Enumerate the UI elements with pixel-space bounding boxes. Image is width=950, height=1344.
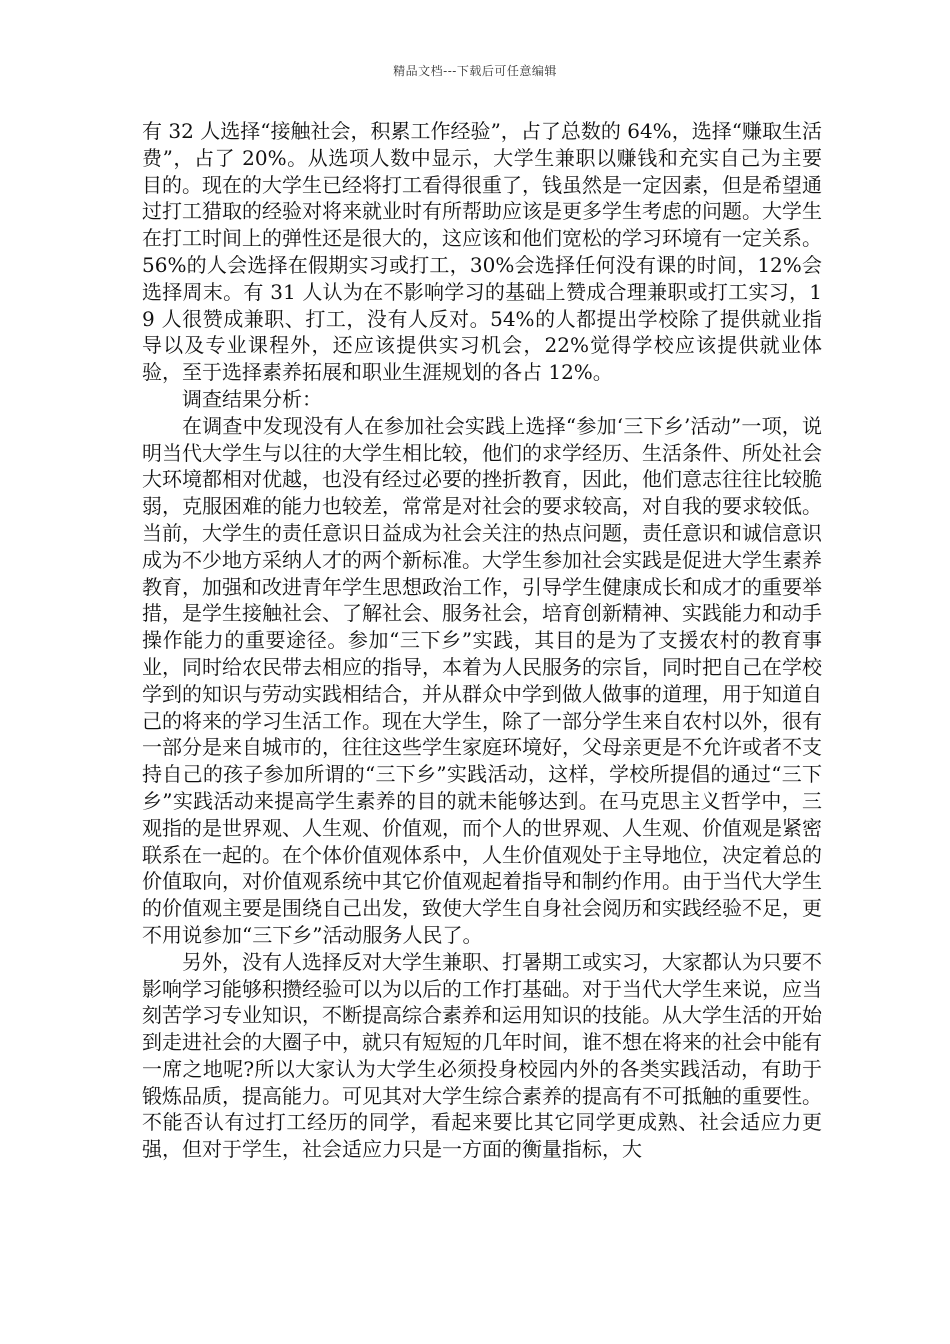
document-body	[142, 118, 822, 1163]
paragraph-analysis-part-time: 另外，没有人选择反对大学生兼职、打暑期工或实习，大家都认为只要不影响学习能够积攒经验可以为以后的工作打基础。对于当代大学生来说，应当刻苦学习专业知识，不断提高综合素养和运用知识的技能。从大学生活的开始到走进社会的大圈子中，就只有短短的几年时间，谁不想在将来的社会中能有一席之地呢?所以大家认为大学生必须投身校园内外的各类实践活动，有助于锻炼品质，提高能力。可见其对大学生综合素养的提高有不可抵触的重要性。不能否认有过打工经历的同学，看起来要比其它同学更成熟、社会适应力更强，但对于学生，社会适应力只是一方面的衡量指标，大	[142, 949, 822, 1162]
page-header: 精品文档---下载后可任意编辑	[393, 64, 557, 78]
paragraph-analysis-heading: 调查结果分析：	[182, 386, 322, 411]
paragraph-survey-results: 有 32 人选择“接触社会，积累工作经验”，占了总数的 64%，选择“赚取生活费”，占了 20%。从选项人数中显示，大学生兼职以赚钱和充实自己为主要目的。现在的大学生已经将打工看得很重了，钱虽然是一定因素，但是希望通过打工猎取的经验对将来就业时有所帮助应该是更多学生考虑的问题。大学生在打工时间上的弹性还是很大的，这应该和他们宽松的学习环境有一定关系。56%的人会选择在假期实习或打工，30%会选择任何没有课的时间，12%会选择周末。有 31 人认为在不影响学习的基础上赞成合理兼职或打工实习，19 人很赞成兼职、打工，没有人反对。54%的人都提出学校除了提供就业指导以及专业课程外，还应该提供实习机会，22%觉得学校应该提供就业体验，至于选择素养拓展和职业生涯规划的各占 12%。	[142, 119, 822, 385]
paragraph-analysis-sanxiaxiang: 在调查中发现没有人在参加社会实践上选择“参加‘三下乡’活动”一项，说明当代大学生与以往的大学生相比较，他们的求学经历、生活条件、所处社会大环境都相对优越，也没有经过必要的挫折教育，因此，他们意志往往比较脆弱，克服困难的能力也较差，常常是对社会的要求较高，对自我的要求较低。当前，大学生的责任意识日益成为社会关注的热点问题，责任意识和诚信意识成为不少地方采纳人才的两个新标准。大学生参加社会实践是促进大学生素养教育，加强和改进青年学生思想政治工作，引导学生健康成长和成才的重要举措，是学生接触社会、了解社会、服务社会，培育创新精神、实践能力和动手操作能力的重要途径。参加“三下乡”实践，其目的是为了支援农村的教育事业，同时给农民带去相应的指导，本着为人民服务的宗旨，同时把自己在学校学到的知识与劳动实践相结合，并从群众中学到做人做事的道理，用于知道自己的将来的学习生活工作。现在大学生，除了一部分学生来自农村以外，很有一部分是来自城市的，往往这些学生家庭环境好，父母亲更是不允许或者不支持自己的孩子参加所谓的“三下乡”实践活动，这样，学校所提倡的通过“三下乡”实践活动来提高学生素养的目的就未能够达到。在马克思主义哲学中，三观指的是世界观、人生观、价值观，而个人的世界观、人生观、价值观是紧密联系在一起的。在个体价值观体系中，人生价值观处于主导地位，决定着总的价值取向，对价值观系统中其它价值观起着指导和制约作用。由于当代大学生的价值观主要是围绕自己出发，致使大学生自身社会阅历和实践经验不足，更不用说参加“三下乡”活动服务人民了。	[142, 413, 822, 947]
